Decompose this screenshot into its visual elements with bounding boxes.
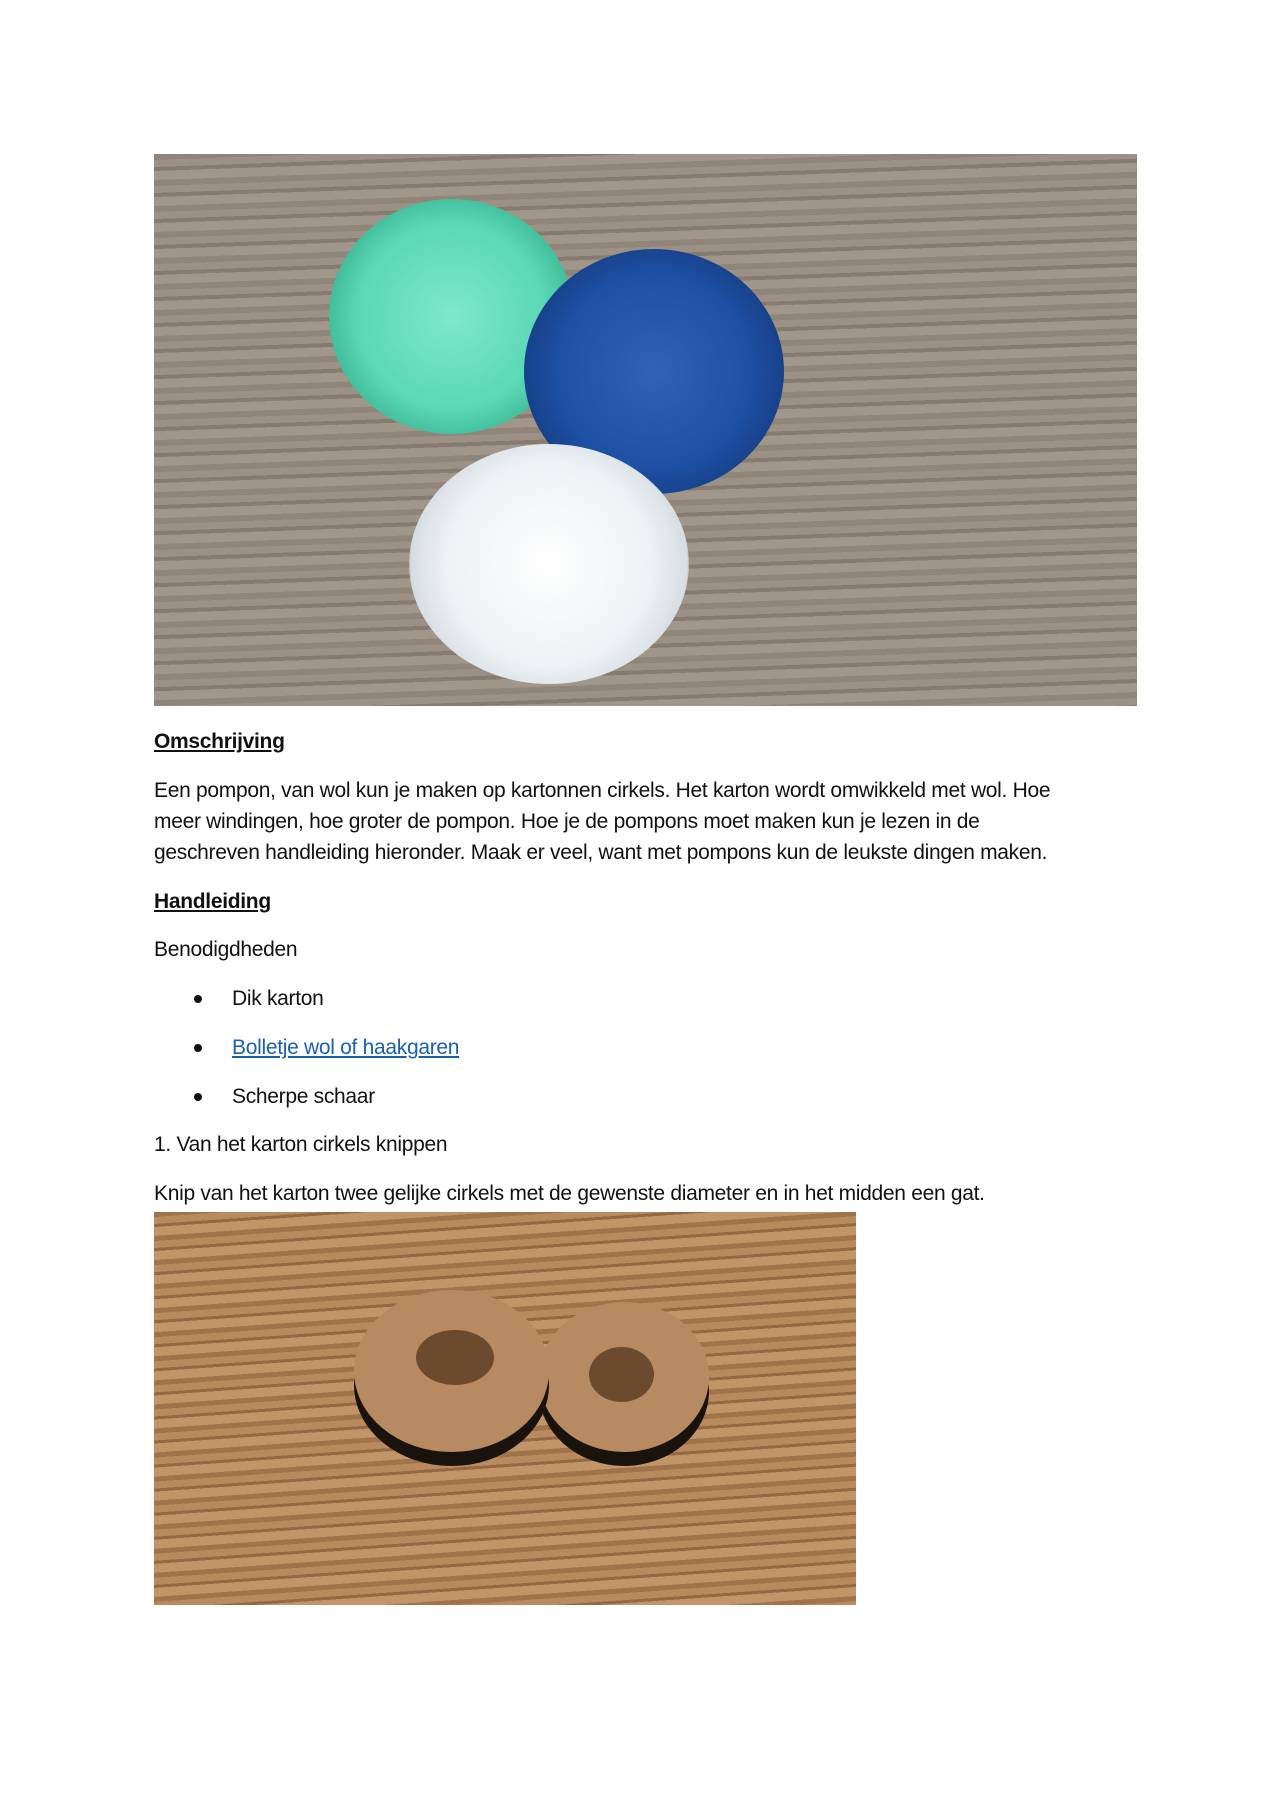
supply-item: Scherpe schaar [232,1085,375,1108]
bullet-icon [194,1044,202,1052]
supplies-label: Benodigdheden [154,938,298,961]
ring-hole [589,1347,654,1402]
step-text: Knip van het karton twee gelijke cirkels met de gewenste diameter en in het midden een gat. [154,1182,985,1205]
bullet-icon [194,1093,202,1101]
description-line: meer windingen, hoe groter de pompon. Hoe je de pompons moet maken kun je lezen in de [154,810,980,833]
step-title: 1. Van het karton cirkels knippen [154,1133,448,1156]
manual-heading: Handleiding [154,890,271,913]
pompons-photo [154,154,1137,706]
ring-hole [416,1330,494,1385]
bullet-icon [194,995,202,1003]
description-heading: Omschrijving [154,730,285,753]
supply-item: Dik karton [232,987,324,1010]
cardboard-circles-photo [154,1212,856,1605]
white-pompon [409,444,689,684]
description-line: Een pompon, van wol kun je maken op kartonnen cirkels. Het karton wordt omwikkeld met wol. Hoe [154,779,1051,802]
description-line: geschreven handleiding hieronder. Maak er veel, want met pompons kun de leukste dingen maken. [154,841,1048,864]
supply-link-wool[interactable]: Bolletje wol of haakgaren [232,1036,460,1059]
